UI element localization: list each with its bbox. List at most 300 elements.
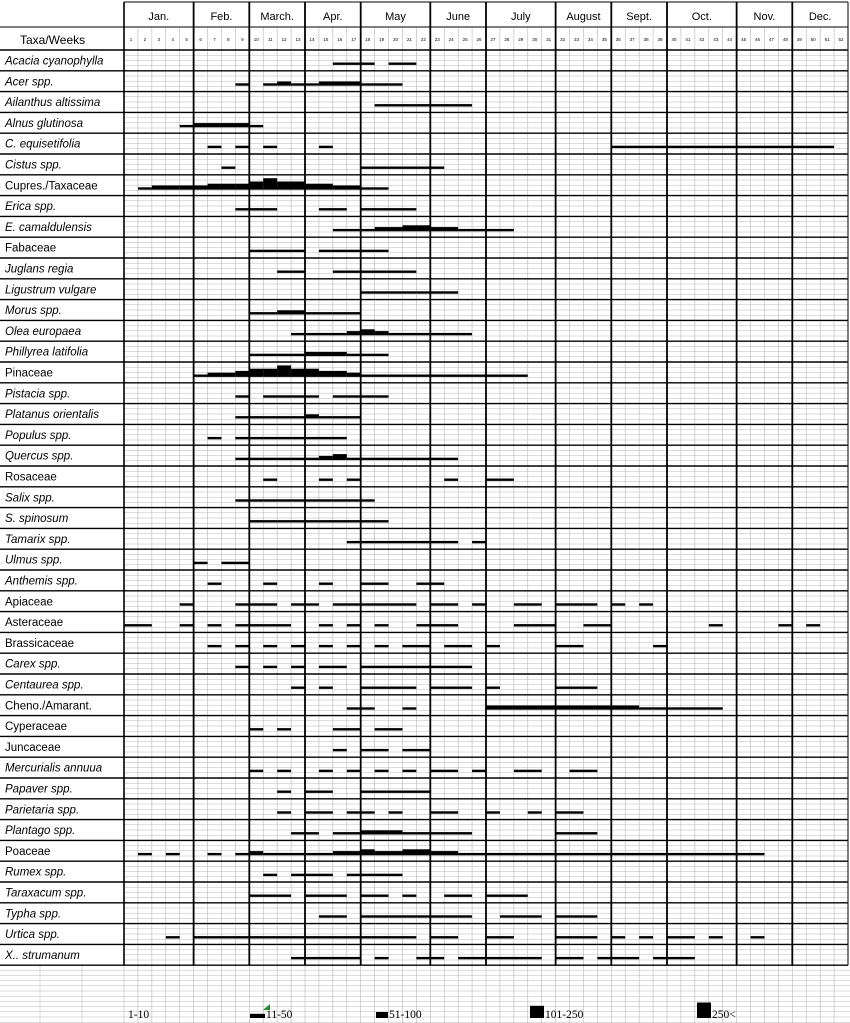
week-number: 14	[309, 37, 315, 42]
taxon-label: Juglans regia	[5, 263, 74, 276]
pollen-bar	[486, 645, 500, 647]
pollen-bar	[723, 853, 765, 855]
week-number: 18	[365, 37, 371, 42]
pollen-bar	[319, 624, 333, 626]
pollen-bar	[263, 666, 277, 668]
pollen-bar	[194, 936, 250, 938]
pollen-bar	[806, 624, 820, 626]
pollen-bar	[402, 832, 472, 834]
taxon-label: Parietaria spp.	[5, 804, 80, 817]
pollen-bar	[333, 395, 375, 397]
pollen-bar	[277, 520, 319, 522]
pollen-bar	[319, 82, 361, 86]
pollen-bar	[639, 603, 653, 605]
month-label: Nov.	[753, 11, 776, 23]
week-number: 4	[171, 37, 174, 42]
week-number: 48	[782, 37, 788, 42]
month-label: May	[385, 11, 406, 23]
pollen-bar	[291, 687, 305, 689]
pollen-bar	[611, 146, 834, 148]
pollen-bar	[194, 562, 208, 564]
pollen-bar	[305, 312, 333, 314]
pollen-bar	[514, 603, 542, 605]
pollen-bar	[375, 624, 389, 626]
week-number: 16	[337, 37, 343, 42]
week-number: 17	[351, 37, 357, 42]
pollen-bar	[375, 851, 403, 855]
pollen-bar	[263, 395, 291, 397]
pollen-bar	[639, 707, 667, 709]
pollen-bar	[556, 915, 598, 917]
taxon-label: Fabaceae	[5, 242, 57, 255]
pollen-bar	[249, 354, 305, 356]
pollen-bar	[458, 229, 486, 231]
pollen-bar	[208, 146, 222, 148]
pollen-bar	[277, 728, 291, 730]
pollen-bar	[361, 458, 458, 460]
grid-lines	[0, 27, 850, 1023]
pollen-bar	[361, 915, 389, 917]
pollen-bar	[277, 310, 305, 314]
taxon-label: Ailanthus altissima	[5, 97, 101, 110]
pollen-bar	[319, 583, 333, 585]
pollen-bar	[291, 957, 361, 959]
pollen-bar	[472, 770, 486, 772]
week-number: 21	[406, 37, 412, 42]
taxon-label: Quercus spp.	[5, 450, 74, 463]
pollen-bar	[333, 603, 417, 605]
week-number: 45	[741, 37, 747, 42]
pollen-bar	[277, 770, 291, 772]
taxon-label: X.. strumanum	[5, 949, 80, 962]
pollen-bar	[361, 749, 389, 751]
pollen-bar	[486, 687, 500, 689]
pollen-bar	[430, 811, 458, 813]
month-label: June	[446, 11, 471, 23]
pollen-bar	[263, 583, 277, 585]
week-number: 30	[532, 37, 538, 42]
pollen-bar	[375, 645, 389, 647]
pollen-bar	[208, 437, 222, 439]
pollen-bar	[263, 479, 277, 481]
pollen-bar	[291, 874, 333, 876]
week-number: 36	[615, 37, 621, 42]
pollen-bar	[235, 624, 291, 626]
pollen-bar	[319, 666, 347, 668]
pollen-bar	[208, 645, 222, 647]
pollen-bar	[486, 229, 514, 231]
pollen-bar	[319, 437, 347, 439]
pollen-bar	[263, 250, 305, 252]
pollen-bar	[611, 706, 639, 710]
pollen-bar	[305, 414, 319, 418]
pollen-bar	[639, 936, 653, 938]
pollen-bar	[556, 957, 584, 959]
week-number: 47	[768, 37, 774, 42]
pollen-bar	[333, 229, 375, 231]
pollen-bar	[444, 479, 458, 481]
pollen-bar	[333, 851, 361, 855]
taxon-label: Ligustrum vulgare	[5, 284, 97, 297]
week-number: 49	[796, 37, 802, 42]
pollen-bar	[291, 645, 305, 647]
pollen-bar	[249, 125, 263, 127]
pollen-bar	[305, 352, 347, 356]
pollen-bar	[152, 186, 180, 190]
legend-label: 51-100	[389, 1009, 422, 1021]
week-number: 37	[629, 37, 635, 42]
pollen-bar	[263, 874, 277, 876]
pollen-bar	[361, 83, 389, 85]
taxon-label: Tamarix spp.	[5, 533, 71, 546]
pollen-bar	[249, 416, 305, 418]
taxon-label: Erica spp.	[5, 201, 57, 214]
pollen-bar	[347, 645, 361, 647]
taxon-label: Plantago spp.	[5, 825, 76, 838]
pollen-bar	[667, 853, 723, 855]
week-number: 22	[420, 37, 426, 42]
pollen-bar	[361, 187, 389, 189]
taxon-label: Typha spp.	[5, 908, 62, 921]
pollen-bar	[361, 687, 417, 689]
pollen-bar	[389, 271, 417, 273]
pollen-bar	[556, 645, 584, 647]
taxon-label: Urtica spp.	[5, 929, 60, 942]
pollen-bar	[361, 375, 403, 377]
pollen-bar	[389, 333, 417, 335]
pollen-bar	[277, 182, 305, 190]
pollen-bar	[277, 811, 291, 813]
pollen-bar	[444, 895, 472, 897]
pollen-bar	[528, 811, 542, 813]
pollen-bar	[249, 770, 263, 772]
pollen-bar	[263, 146, 277, 148]
pollen-bar	[597, 957, 639, 959]
pollen-bar	[402, 225, 430, 231]
pollen-bar	[180, 125, 194, 127]
pollen-bar	[319, 520, 389, 522]
pollen-bar	[402, 770, 416, 772]
pollen-bar	[263, 83, 277, 85]
week-number: 19	[379, 37, 385, 42]
pollen-bar	[570, 853, 667, 855]
pollen-bar	[402, 849, 430, 855]
pollen-bar	[375, 541, 431, 543]
pollen-bar	[180, 624, 194, 626]
pollen-bar	[333, 312, 361, 314]
taxon-label: Cupres./Taxaceae	[5, 180, 98, 193]
pollen-bar	[375, 227, 403, 231]
week-number: 46	[754, 37, 761, 42]
week-number: 40	[671, 37, 677, 42]
pollen-bar	[556, 603, 598, 605]
pollen-bar	[570, 770, 598, 772]
month-label: Jan.	[148, 11, 170, 23]
pollen-bar	[375, 728, 403, 730]
pollen-bar	[249, 312, 277, 314]
pollen-bar	[235, 853, 249, 855]
pollen-bar	[263, 437, 291, 439]
pollen-bar	[235, 371, 249, 377]
month-label: Oct.	[691, 11, 712, 23]
pollen-bar	[611, 936, 625, 938]
pollen-bar	[319, 479, 333, 481]
pollen-bar	[486, 895, 528, 897]
pollen-bar	[361, 849, 375, 855]
week-number: 20	[392, 37, 399, 42]
taxon-label: E. camaldulensis	[5, 221, 92, 234]
pollen-bar	[375, 957, 389, 959]
pollen-bar	[402, 707, 416, 709]
pollen-bar	[249, 250, 263, 252]
pollen-bar	[430, 936, 458, 938]
pollen-bar	[486, 479, 514, 481]
taxon-label: Juncaceae	[5, 741, 61, 754]
taxon-label: Cistus spp.	[5, 159, 62, 172]
pollen-bar	[653, 957, 695, 959]
pollen-bar	[347, 479, 361, 481]
taxon-label: Ulmus spp.	[5, 554, 63, 567]
pollen-bar	[778, 624, 792, 626]
pollen-bar	[319, 456, 333, 460]
week-number: 1	[129, 37, 133, 42]
week-number: 15	[323, 37, 329, 42]
taxon-label: Mercurialis annuua	[5, 762, 103, 775]
pollen-bar	[416, 291, 458, 293]
pollen-bar	[375, 770, 389, 772]
taxon-label: Acacia cyanophylla	[5, 55, 104, 68]
week-number: 10	[253, 37, 259, 42]
pollen-bar	[375, 104, 472, 106]
pollen-bar	[556, 811, 584, 813]
pollen-bar	[402, 645, 430, 647]
pollen-bar	[277, 791, 291, 793]
week-number: 38	[643, 37, 649, 42]
month-label: Apr.	[323, 11, 343, 23]
pollen-bar	[458, 957, 542, 959]
pollen-bar	[194, 375, 208, 377]
week-number: 43	[713, 37, 719, 42]
pollen-bar	[208, 184, 236, 190]
pollen-bar	[305, 895, 347, 897]
pollen-bar	[263, 853, 333, 855]
pollen-bar	[389, 791, 431, 793]
pollen-bar	[221, 167, 235, 169]
pollen-bar	[611, 603, 625, 605]
week-number: 35	[601, 37, 607, 42]
pollen-bar	[249, 728, 263, 730]
pollen-bar	[472, 603, 486, 605]
pollen-bar	[347, 331, 361, 335]
pollen-bar	[361, 208, 417, 210]
pollen-bar	[138, 187, 152, 189]
taxon-label: Poaceae	[5, 845, 51, 858]
pollen-bar	[361, 167, 445, 169]
week-number: 25	[462, 37, 468, 42]
week-number: 31	[546, 37, 552, 42]
pollen-bar	[319, 416, 333, 418]
week-number: 42	[699, 37, 705, 42]
pollen-bar	[556, 687, 598, 689]
pollen-bar	[305, 811, 333, 813]
taxon-label: Alnus glutinosa	[5, 117, 83, 130]
pollen-bar	[249, 851, 263, 855]
pollen-bar	[305, 791, 333, 793]
legend-label: 11-50	[266, 1009, 293, 1021]
pollen-bar	[319, 645, 333, 647]
pollen-bar	[235, 395, 249, 397]
pollen-bar	[235, 184, 249, 190]
legend-swatch	[530, 1006, 544, 1018]
pollen-bar	[180, 603, 194, 605]
pollen-bar	[249, 182, 263, 190]
pollen-bar	[430, 541, 458, 543]
pollen-bar	[333, 454, 347, 460]
pollen-bar	[653, 645, 667, 647]
pollen-bar	[333, 749, 347, 751]
taxon-label: Cyperaceae	[5, 721, 68, 734]
pollen-bar	[319, 250, 389, 252]
pollen-bar	[361, 666, 431, 668]
pollen-bar	[263, 499, 291, 501]
week-number: 52	[838, 37, 844, 42]
pollen-bar	[263, 645, 277, 647]
taxon-label: Asteraceae	[5, 617, 64, 630]
week-number: 12	[281, 37, 287, 42]
pollen-bar	[277, 365, 291, 377]
taxon-label: Cheno./Amarant.	[5, 700, 92, 713]
taxon-label: Brassicaceae	[5, 637, 75, 650]
pollen-bar	[263, 178, 277, 190]
legend-swatch	[250, 1014, 265, 1018]
pollen-bar	[556, 936, 598, 938]
pollen-bar	[430, 227, 458, 231]
legend-label: 250<	[712, 1009, 736, 1021]
pollen-bar	[361, 895, 389, 897]
taxon-label: Olea europaea	[5, 325, 82, 338]
pollen-bar	[208, 373, 236, 377]
taxon-label: Pistacia spp.	[5, 388, 71, 401]
pollen-bar	[667, 936, 695, 938]
pollen-bar	[347, 458, 361, 460]
pollen-bar	[709, 936, 723, 938]
pollen-bar	[249, 936, 305, 938]
pollen-bar	[347, 373, 361, 377]
week-number: 34	[587, 37, 593, 42]
week-number: 11	[267, 37, 273, 42]
pollen-bar	[500, 915, 542, 917]
pollen-bar	[235, 645, 249, 647]
pollen-bar	[486, 706, 611, 710]
week-number: 8	[227, 37, 230, 42]
month-label: July	[511, 11, 531, 23]
pollen-bar	[235, 603, 277, 605]
pollen-bar	[402, 375, 527, 377]
pollen-bar	[235, 666, 249, 668]
pollen-bar	[667, 707, 723, 709]
month-label: March.	[260, 11, 294, 23]
pollen-bar	[194, 123, 250, 127]
pollen-bar	[235, 83, 249, 85]
taxon-label: Apiaceae	[5, 596, 53, 609]
pollen-bar	[361, 583, 389, 585]
taxon-label: Rosaceae	[5, 471, 57, 484]
week-number: 13	[295, 37, 301, 42]
pollen-bar	[235, 416, 249, 418]
month-label: August	[566, 11, 601, 23]
pollen-bar	[235, 208, 277, 210]
pollen-bar	[347, 624, 361, 626]
week-number: 28	[504, 37, 510, 42]
taxon-label: Salix spp.	[5, 492, 55, 505]
pollen-bar	[375, 874, 403, 876]
pollen-bar	[333, 416, 361, 418]
pollen-bar	[709, 624, 723, 626]
pollen-bar	[235, 146, 249, 148]
pollen-bar	[361, 830, 403, 834]
pollen-bar	[305, 184, 333, 190]
pollen-bar	[333, 832, 361, 834]
pollen-bar	[416, 624, 458, 626]
pollen-bar	[249, 369, 263, 377]
pollen-bar	[208, 583, 222, 585]
pollen-bar	[319, 371, 347, 377]
pollen-bar	[124, 624, 152, 626]
pollen-bar	[375, 395, 389, 397]
week-number: 6	[199, 37, 202, 42]
pollen-bar	[751, 936, 765, 938]
pollen-bar	[305, 936, 361, 938]
header-label: Taxa/Weeks	[20, 33, 86, 47]
pollen-bar	[221, 562, 249, 564]
pollen-bar	[249, 520, 277, 522]
pollen-bar	[361, 329, 375, 335]
taxon-label: Papaver spp.	[5, 783, 73, 796]
taxon-label: Centaurea spp.	[5, 679, 84, 692]
pollen-bar	[319, 146, 333, 148]
taxon-label: Morus spp.	[5, 305, 62, 318]
pollen-bar	[291, 499, 375, 501]
taxon-label: Anthemis spp.	[5, 575, 78, 588]
month-label: Dec.	[808, 11, 832, 23]
pollen-bar	[166, 853, 180, 855]
pollen-bar	[319, 208, 347, 210]
pollen-bar	[249, 458, 291, 460]
pollen-bar	[347, 770, 361, 772]
pollen-bar	[333, 63, 375, 65]
pollen-bar	[486, 853, 570, 855]
taxon-label: Acer spp.	[5, 76, 54, 89]
pollen-bar	[333, 728, 361, 730]
taxon-label: Platanus orientalis	[5, 409, 99, 422]
pollen-bar	[430, 770, 458, 772]
week-number: 44	[727, 37, 733, 42]
week-number: 5	[185, 37, 188, 42]
pollen-bar	[389, 63, 417, 65]
week-number: 29	[518, 37, 524, 42]
week-number: 39	[657, 37, 663, 42]
pollen-bar	[375, 331, 389, 335]
pollen-bar	[208, 624, 222, 626]
taxon-label: C. equisetifolia	[5, 138, 81, 151]
pollen-bar	[402, 895, 416, 897]
taxon-label: Populus spp.	[5, 429, 72, 442]
week-number: 27	[490, 37, 496, 42]
week-number: 24	[448, 37, 454, 42]
week-number: 3	[157, 37, 161, 42]
pollen-bar	[361, 936, 417, 938]
legend-label: 101-250	[545, 1009, 584, 1021]
